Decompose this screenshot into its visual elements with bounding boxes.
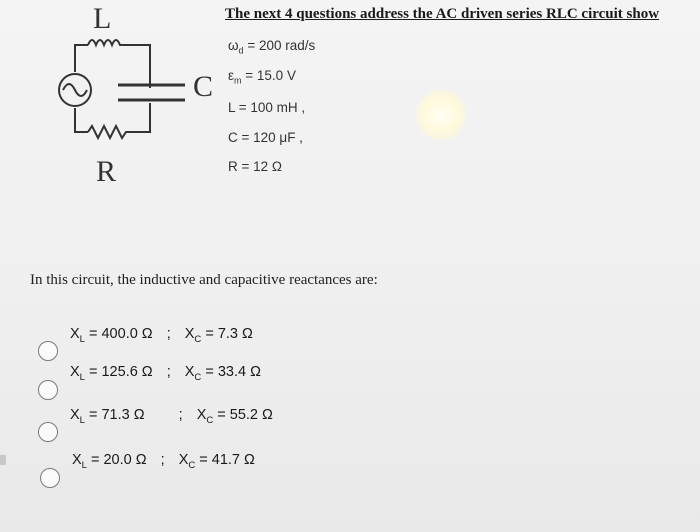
given-emf <box>228 68 296 86</box>
option-4-xl: = 20.0 Ω <box>91 452 147 468</box>
option-1-separator: ; <box>166 326 171 342</box>
given-omega <box>228 38 315 56</box>
option-1-xc: = 7.3 Ω <box>205 326 253 342</box>
light-glare <box>416 90 466 140</box>
option-1-xl: = 400.0 Ω <box>89 326 153 342</box>
question-text: In this circuit, the inductive and capacitive reactances are: <box>30 272 378 288</box>
capacitor-label: C <box>193 70 214 103</box>
given-inductance: L = 100 mH , <box>228 100 306 115</box>
option-2-xc: = 33.4 Ω <box>205 364 261 380</box>
omega-subscript: d <box>238 45 244 56</box>
given-resistance: R = 12 Ω <box>228 159 282 174</box>
option-4-label[interactable]: $X_L = 20.0$ Ω ; $X_C = 41.7$ Ω <box>72 452 255 471</box>
option-3-xc: = 55.2 Ω <box>217 407 273 423</box>
option-2-separator: ; <box>166 364 171 380</box>
resistor-icon <box>88 126 140 138</box>
ac-source-icon <box>59 74 91 106</box>
option-1-radio[interactable] <box>38 341 58 361</box>
capacitor-icon <box>118 85 185 100</box>
option-2-radio[interactable] <box>38 380 58 400</box>
resistor-label: R <box>96 155 117 188</box>
emf-subscript: m <box>234 75 242 86</box>
omega-value: = 200 rad/s <box>243 38 316 53</box>
left-edge-marker <box>0 455 6 465</box>
inductor-coil-icon <box>88 40 122 45</box>
option-2-label[interactable]: $X_L = 125.6$ Ω ; $X_C = 33.4$ Ω <box>70 364 261 383</box>
emf-symbol: ε <box>228 68 235 83</box>
option-1-label[interactable]: $X_L = 400.0$ Ω ; $X_C = 7.3$ Ω <box>70 326 253 345</box>
option-3-label[interactable]: $X_L = 71.3$ Ω ; $X_C = 55.2$ Ω <box>70 407 273 426</box>
given-capacitance: C = 120 μF , <box>228 130 303 145</box>
option-4-xc: = 41.7 Ω <box>199 452 255 468</box>
omega-symbol: ω <box>228 38 239 53</box>
option-2-xl: = 125.6 Ω <box>89 364 153 380</box>
emf-value: = 15.0 V <box>241 68 296 83</box>
option-3-xl: = 71.3 Ω <box>89 407 145 423</box>
option-4-radio[interactable] <box>40 468 60 488</box>
inductor-label: L <box>93 2 112 35</box>
option-3-radio[interactable] <box>38 422 58 442</box>
option-4-separator: ; <box>160 452 165 468</box>
option-3-separator: ; <box>178 407 183 423</box>
question-set-header: The next 4 questions address the AC driven series RLC circuit show <box>225 6 660 22</box>
